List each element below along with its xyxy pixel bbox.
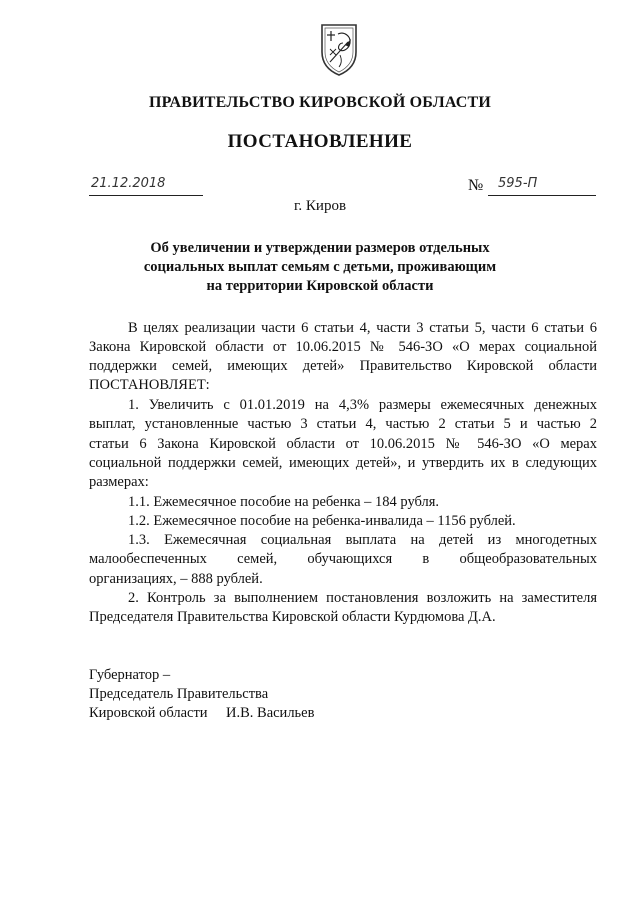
city-label: г. Киров xyxy=(293,198,347,214)
body-line: социальной поддержки семей, имеющих детей», и утвердить их в следующих xyxy=(89,455,597,471)
signature-title-line: Губернатор – xyxy=(89,667,171,683)
document-date: 21.12.2018 xyxy=(89,176,203,196)
title-line: на территории Кировской области xyxy=(206,278,434,294)
body-line: организациях, – 888 рублей. xyxy=(89,571,263,587)
body-line: ПОСТАНОВЛЯЕТ: xyxy=(89,377,210,393)
document-type-heading: ПОСТАНОВЛЕНИЕ xyxy=(227,131,413,152)
title-line: Об увеличении и утверждении размеров отдельных xyxy=(150,240,490,256)
body-line: В целях реализации части 6 статьи 4, части 3 статьи 5, части 6 статьи 6 xyxy=(128,320,597,336)
body-line: малообеспеченных семей, обучающихся в общеобразовательных xyxy=(89,551,597,567)
signatory-name: И.В. Васильев xyxy=(226,705,315,721)
body-line: 1. Увеличить с 01.01.2019 на 4,3% размеры ежемесячных денежных xyxy=(128,397,597,413)
body-line: статьи 6 Закона Кировской области от 10.06.2015 № 546-ЗО «О мерах xyxy=(89,436,597,452)
body-line: Председателя Правительства Кировской области Курдюмова Д.А. xyxy=(89,609,496,625)
organization-heading: ПРАВИТЕЛЬСТВО КИРОВСКОЙ ОБЛАСТИ xyxy=(148,94,492,111)
body-line: 1.2. Ежемесячное пособие на ребенка-инвалида – 1156 рублей. xyxy=(128,513,516,529)
body-line: 1.1. Ежемесячное пособие на ребенка – 184 рубля. xyxy=(128,494,440,510)
document-number: 595-П xyxy=(488,176,596,196)
body-line: поддержки семей, имеющих детей» Правительство Кировской области xyxy=(89,358,597,374)
body-line: размерах: xyxy=(89,474,149,490)
number-sign: № xyxy=(468,177,484,194)
title-line: социальных выплат семьям с детьми, проживающим xyxy=(143,259,497,275)
signature-title-line: Председатель Правительства xyxy=(89,686,269,702)
document-title xyxy=(130,239,510,296)
body-line: выплат, установленные частью 3 статьи 4, частью 2 статьи 5 и частью 2 xyxy=(89,416,597,432)
body-line: 2. Контроль за выполнением постановления возложить на заместителя xyxy=(128,590,597,606)
signature-title-line: Кировской области xyxy=(89,705,208,721)
body-line: Закона Кировской области от 10.06.2015 № 546-ЗО «О мерах социальной xyxy=(89,339,597,355)
body-line: 1.3. Ежемесячная социальная выплата на детей из многодетных xyxy=(128,532,597,548)
coat-of-arms-icon xyxy=(318,22,360,77)
